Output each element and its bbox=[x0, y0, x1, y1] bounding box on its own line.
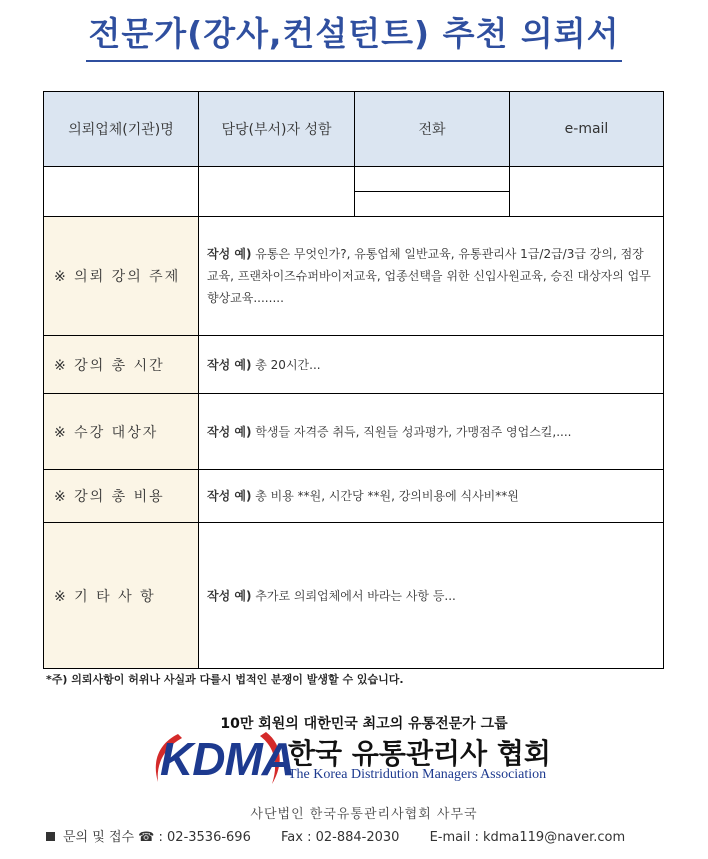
inquiry-phone: 문의 및 접수 ☎ : 02-3536-696 bbox=[63, 830, 251, 845]
header-company: 의뢰업체(기관)명 bbox=[44, 92, 199, 167]
form-row-etc bbox=[44, 523, 664, 669]
legal-note: *주) 의뢰사항이 허위나 사실과 다를시 법적인 분쟁이 발생할 수 있습니다. bbox=[46, 673, 404, 686]
square-bullet-icon bbox=[46, 832, 55, 841]
header-phone: 전화 bbox=[355, 92, 510, 167]
phone-field-1[interactable] bbox=[355, 167, 510, 192]
example-prefix: 작성 예) bbox=[207, 588, 252, 603]
form-row-cost bbox=[44, 470, 664, 523]
example-text: 총 20시간... bbox=[251, 357, 321, 372]
example-prefix: 작성 예) bbox=[207, 247, 252, 261]
fax-number: Fax : 02-884-2030 bbox=[281, 830, 400, 845]
company-field[interactable] bbox=[44, 167, 199, 217]
page-title: 전문가(강사,컨설턴트) 추천 의뢰서 bbox=[88, 14, 620, 53]
header-email: e-mail bbox=[510, 92, 664, 167]
contact-line bbox=[46, 826, 651, 845]
example-text: 추가로 의뢰업체에서 바라는 사항 등... bbox=[251, 588, 456, 603]
label-hours: ※ 강의 총 시간 bbox=[44, 336, 199, 394]
contact-person-field[interactable] bbox=[199, 167, 355, 217]
phone-field-2[interactable] bbox=[355, 192, 510, 217]
form-row-audience bbox=[44, 394, 664, 470]
logo-tagline: 10만 회원의 대한민국 최고의 유통전문가 그룹 bbox=[220, 716, 508, 732]
input-row bbox=[44, 167, 664, 192]
label-cost: ※ 강의 총 비용 bbox=[44, 470, 199, 523]
example-text: 유통은 무엇인가?, 유통업체 일반교육, 유통관리사 1급/2급/3급 강의, 점장교육, 프랜차이즈슈퍼바이저교육, 업종선택을 위한 신입사원교육, 승진 대상자의 업무향상교육........ bbox=[207, 247, 651, 305]
label-etc: ※ 기 타 사 항 bbox=[44, 523, 199, 669]
value-etc[interactable] bbox=[199, 523, 664, 669]
example-prefix: 작성 예) bbox=[207, 357, 252, 372]
header-contact-person: 담당(부서)자 성함 bbox=[199, 92, 355, 167]
value-hours[interactable] bbox=[199, 336, 664, 394]
email-field[interactable] bbox=[510, 167, 664, 217]
form-row-hours bbox=[44, 336, 664, 394]
value-topic[interactable] bbox=[199, 217, 664, 336]
example-text: 총 비용 **원, 시간당 **원, 강의비용에 식사비**원 bbox=[251, 489, 519, 503]
org-name-english: The Korea Distridution Managers Association bbox=[288, 767, 547, 782]
request-form-table bbox=[43, 91, 664, 669]
email-address[interactable]: E-mail : kdma119@naver.com bbox=[429, 830, 626, 845]
kdma-logo bbox=[148, 730, 568, 790]
example-text: 학생들 자격증 취득, 직원들 성과평가, 가맹점주 영업스킬,.... bbox=[251, 424, 572, 439]
label-topic: ※ 의뢰 강의 주제 bbox=[44, 217, 199, 336]
title-underline bbox=[86, 60, 622, 62]
label-audience: ※ 수강 대상자 bbox=[44, 394, 199, 470]
value-cost[interactable] bbox=[199, 470, 664, 523]
header-row bbox=[44, 92, 664, 167]
logo-mark: KDMA bbox=[160, 733, 294, 785]
org-name-korean: 한국 유통관리사 협회 bbox=[288, 737, 551, 770]
value-audience[interactable] bbox=[199, 394, 664, 470]
office-name: 사단법인 한국유통관리사협회 사무국 bbox=[250, 807, 478, 822]
example-prefix: 작성 예) bbox=[207, 489, 252, 503]
form-row-topic bbox=[44, 217, 664, 336]
example-prefix: 작성 예) bbox=[207, 424, 252, 439]
